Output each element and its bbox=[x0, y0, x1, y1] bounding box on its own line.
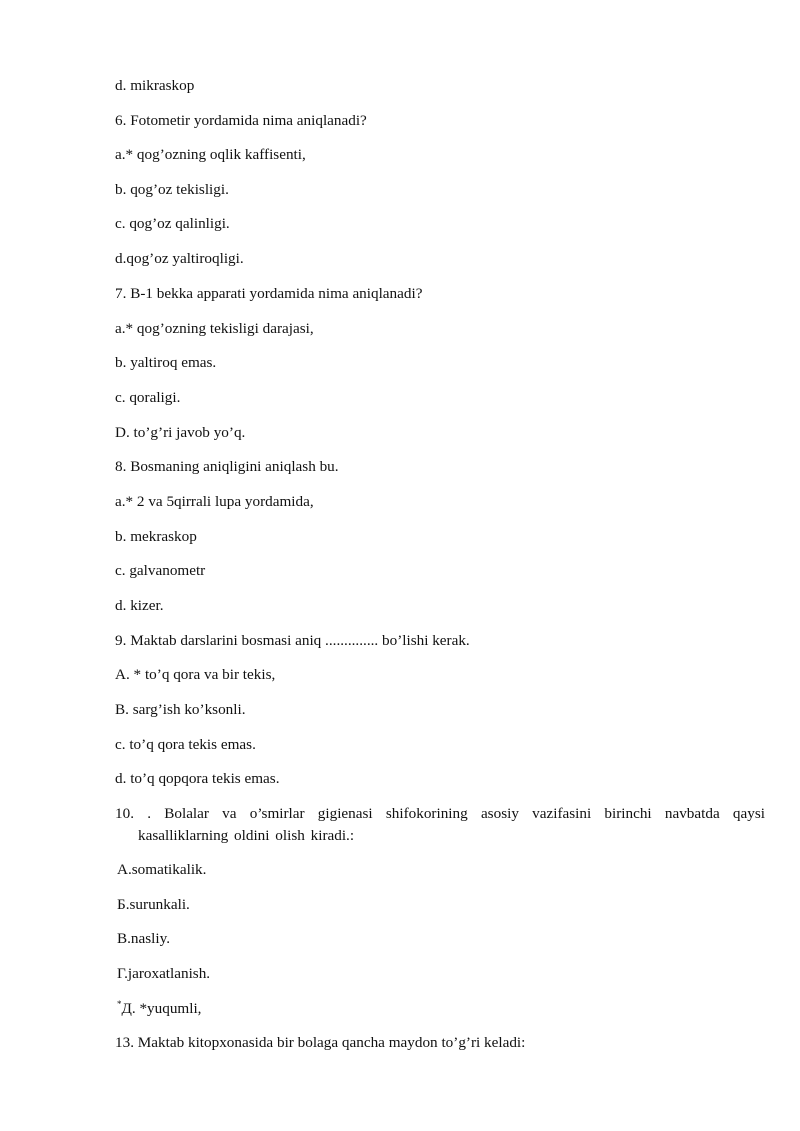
option-d-mikraskop: d. mikraskop bbox=[115, 77, 195, 94]
q6-option-c: c. qog’oz qalinligi. bbox=[115, 215, 230, 232]
question-6: 6. Fotometir yordamida nima aniqlanadi? bbox=[115, 112, 367, 129]
q7-option-a: a.* qog’ozning tekisligi darajasi, bbox=[115, 320, 314, 337]
q10-option-d: Г.jaroxatlanish. bbox=[117, 965, 211, 982]
q10-option-b: Б.surunkali. bbox=[117, 896, 190, 913]
q6-option-b: b. qog’oz tekisligi. bbox=[115, 181, 229, 198]
q10-option-c: В.nasliy. bbox=[117, 930, 171, 947]
q7-option-c: c. qoraligi. bbox=[115, 389, 181, 406]
q10-option-e bbox=[117, 999, 201, 1019]
q7-option-b: b. yaltiroq emas. bbox=[115, 354, 217, 371]
q9-option-b: B. sarg’ish ko’ksonli. bbox=[115, 701, 246, 718]
question-13: 13. Maktab kitopxonasida bir bolaga qancha maydon to’g’ri keladi: bbox=[115, 1034, 526, 1051]
q6-option-d: d.qog’oz yaltiroqligi. bbox=[115, 250, 244, 267]
question-7: 7. B-1 bekka apparati yordamida nima aniqlanadi? bbox=[115, 285, 423, 302]
answer-mark: * bbox=[117, 998, 122, 1009]
q9-option-c: c. to’q qora tekis emas. bbox=[115, 736, 256, 753]
q8-option-b: b. mekraskop bbox=[115, 528, 197, 545]
q8-option-a: a.* 2 va 5qirrali lupa yordamida, bbox=[115, 493, 314, 510]
q7-option-d: D. to’g’ri javob yo’q. bbox=[115, 424, 246, 441]
q10-option-a: А.somatikalik. bbox=[117, 861, 207, 878]
q10-option-e-text: Д. *yuqumli, bbox=[121, 1000, 202, 1017]
question-10: 10. . Bolalar va o’smirlar gigienasi shifokorining asosiy vazifasini birinchi navbatda qaysi kasalliklarning oldini olish kiradi.: bbox=[115, 805, 765, 844]
q6-option-a: a.* qog’ozning oqlik kaffisenti, bbox=[115, 146, 306, 163]
question-9: 9. Maktab darslarini bosmasi aniq .............. bo’lishi kerak. bbox=[115, 632, 470, 649]
q8-option-c: c. galvanometr bbox=[115, 562, 206, 579]
q8-option-d: d. kizer. bbox=[115, 597, 164, 614]
question-8: 8. Bosmaning aniqligini aniqlash bu. bbox=[115, 458, 339, 475]
q9-option-d: d. to’q qopqora tekis emas. bbox=[115, 770, 280, 787]
q9-option-a: A. * to’q qora va bir tekis, bbox=[115, 666, 276, 683]
